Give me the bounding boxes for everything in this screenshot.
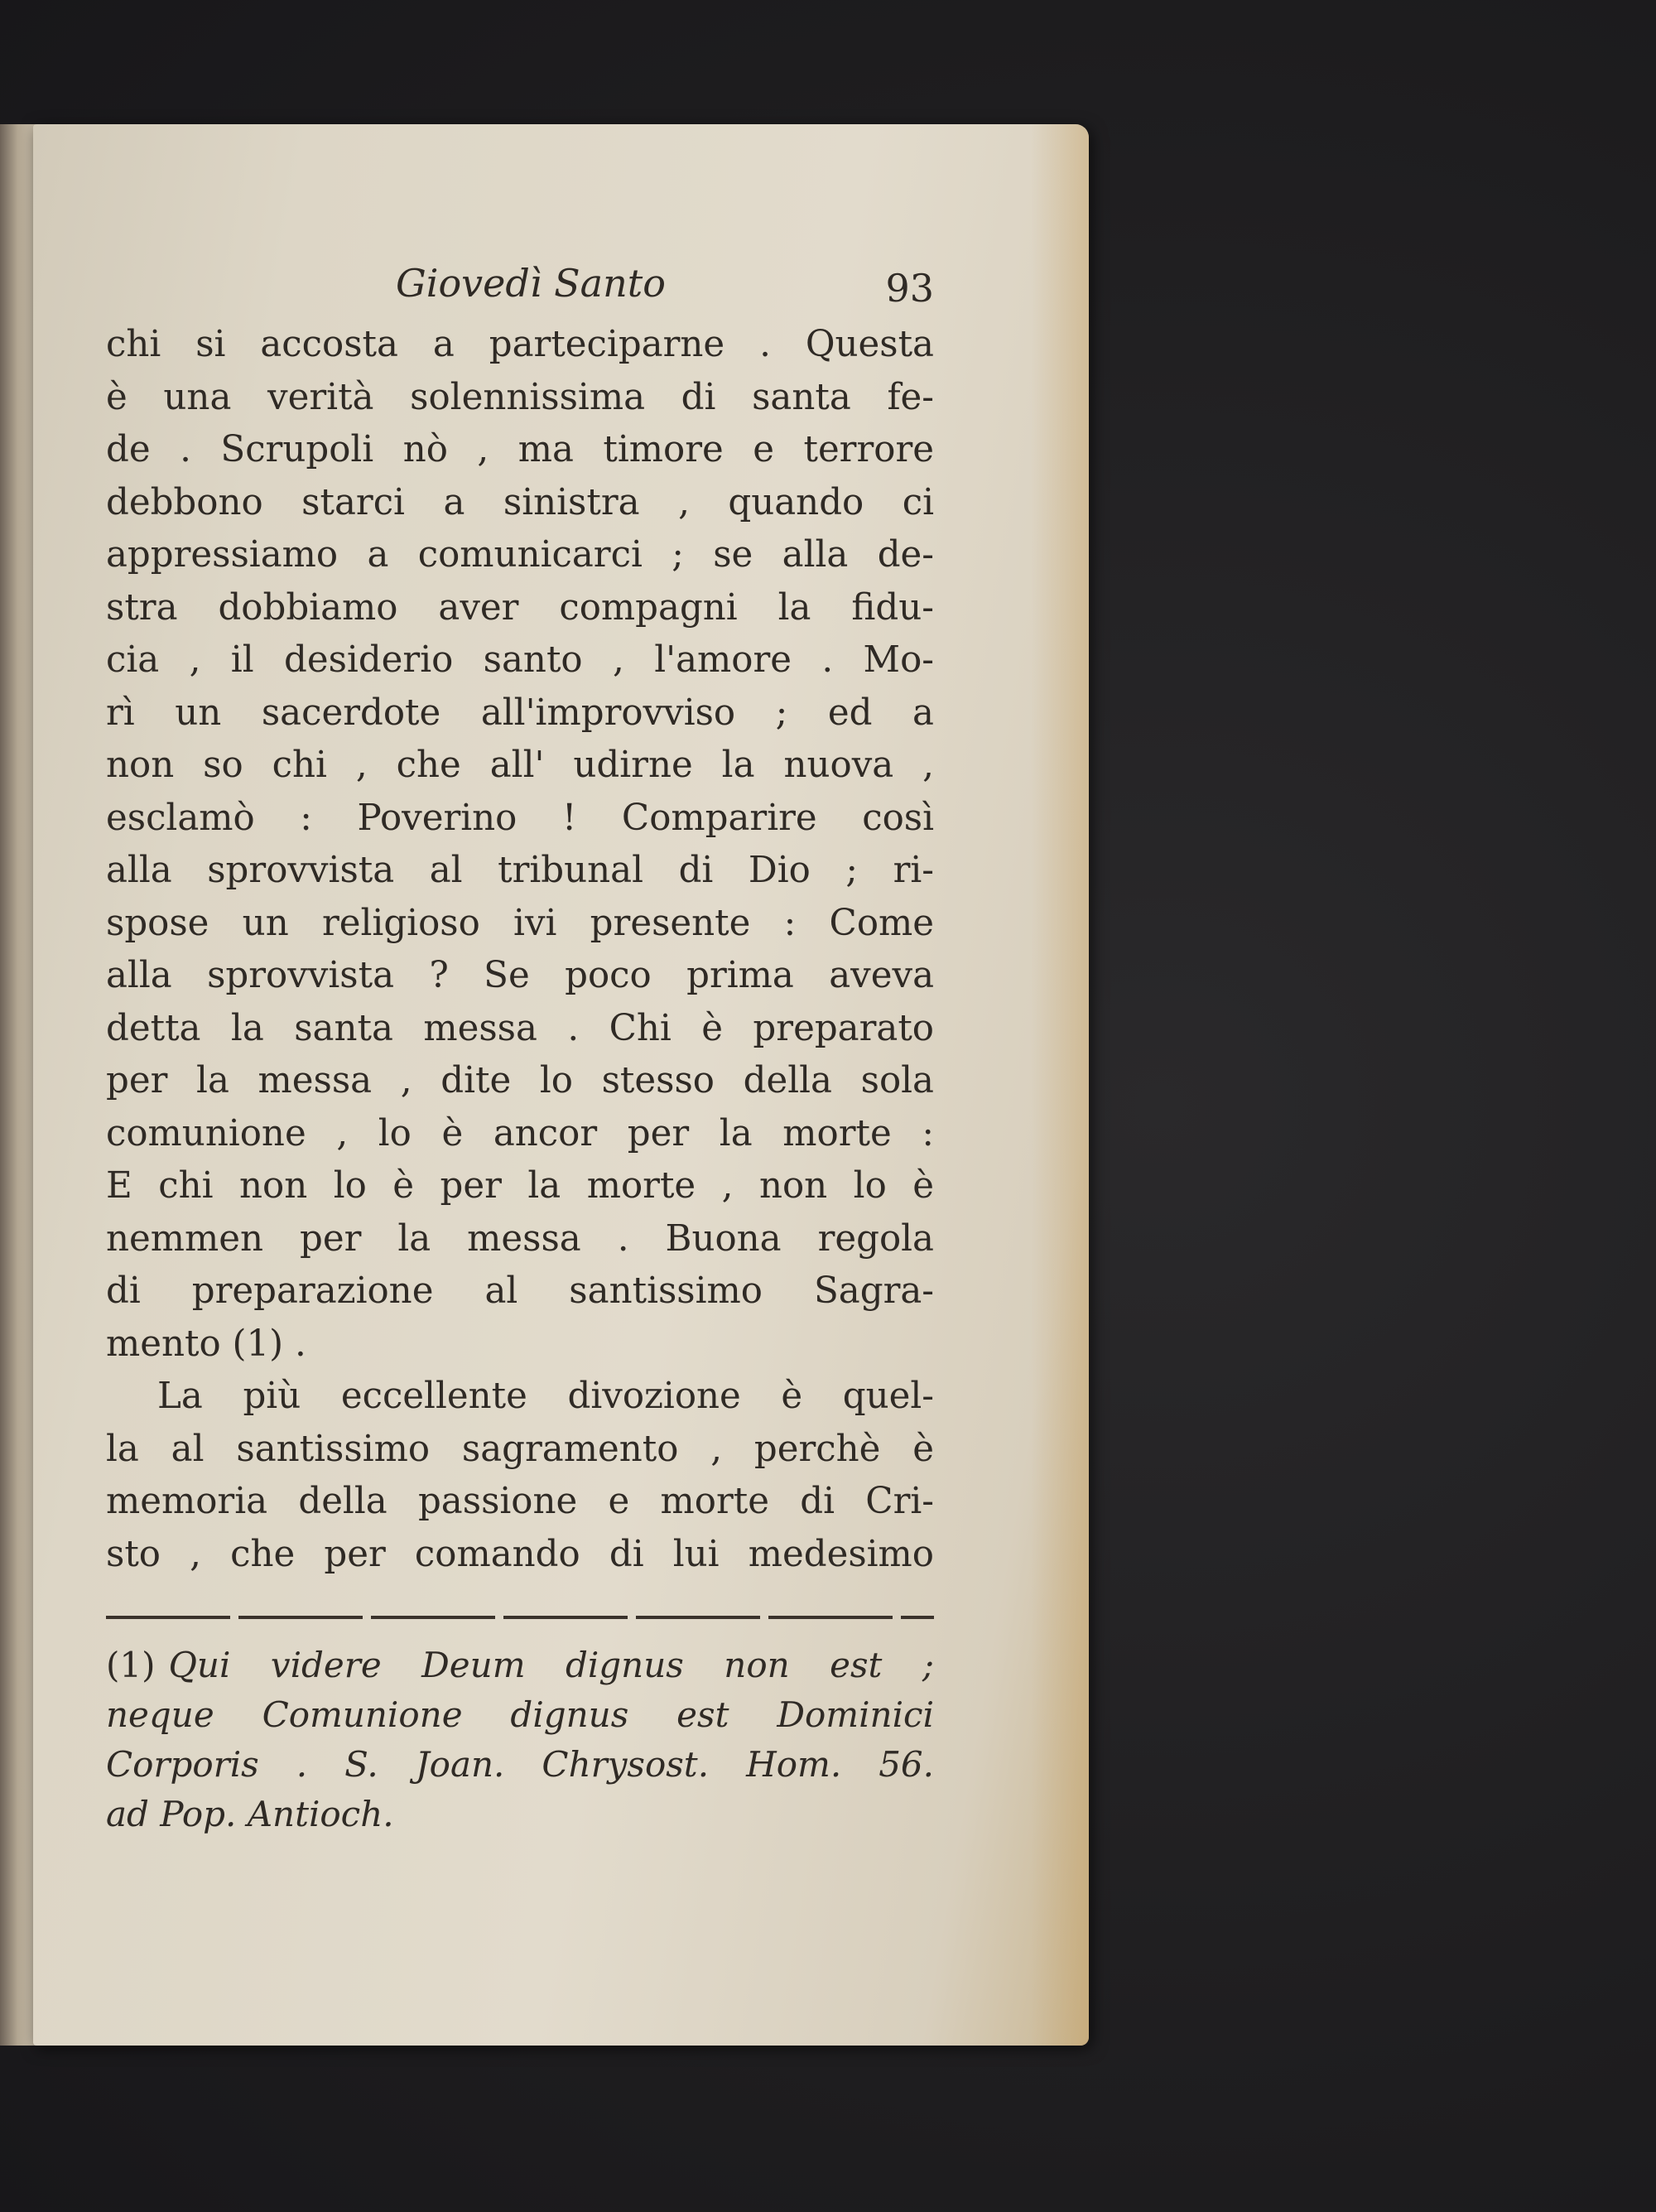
book-page	[33, 124, 1089, 2046]
body-line: La più eccellente divozione è quel-	[157, 1376, 934, 1417]
body-line: cia , il desiderio santo , l'amore . Mo-	[106, 639, 934, 681]
body-line: E chi non lo è per la morte , non lo è	[106, 1165, 934, 1207]
footnote	[106, 1641, 934, 1839]
running-title: Giovedì Santo	[396, 261, 666, 306]
body-line: alla sprovvista ? Se poco prima aveva	[106, 955, 934, 996]
body-line: spose un religioso ivi presente : Come	[106, 902, 934, 944]
body-text	[106, 319, 934, 1581]
footnote-line: neque Comunione dignus est Dominici	[106, 1694, 934, 1735]
page-number: 93	[885, 266, 934, 311]
body-line: di preparazione al santissimo Sagra-	[106, 1270, 934, 1312]
body-line: sto , che per comando di lui medesimo	[106, 1533, 934, 1575]
body-line: stra dobbiamo aver compagni la fidu-	[106, 586, 934, 629]
body-line: chi si accosta a parteciparne . Questa	[106, 324, 934, 365]
body-line: rì un sacerdote all'improvviso ; ed a	[106, 692, 934, 734]
body-line: debbono starci a sinistra , quando ci	[106, 481, 934, 523]
running-head	[106, 261, 934, 319]
body-line: appressiamo a comunicarci ; se alla de-	[106, 534, 934, 576]
footnote-line	[106, 1641, 934, 1690]
body-line: comunione , lo è ancor per la morte :	[106, 1112, 934, 1154]
body-line: mento (1) .	[106, 1323, 306, 1365]
body-line: de . Scrupoli nò , ma timore e terrore	[106, 429, 934, 470]
body-line: è una verità solennissima di santa fe-	[106, 376, 934, 418]
footnote-marker: (1)	[106, 1645, 156, 1685]
body-line: per la messa , dite lo stesso della sola	[106, 1060, 934, 1101]
footnote-text: Qui videre Deum dignus non est ;	[168, 1645, 934, 1685]
body-line: detta la santa messa . Chi è preparato	[106, 1007, 934, 1049]
footnote-line: ad Pop. Antioch.	[106, 1794, 394, 1834]
body-line: nemmen per la messa . Buona regola	[106, 1217, 934, 1260]
body-line: alla sprovvista al tribunal di Dio ; ri-	[106, 850, 934, 891]
body-line: memoria della passione e morte di Cri-	[106, 1481, 934, 1522]
footnote-line: Corporis . S. Joan. Chrysost. Hom. 56.	[106, 1744, 934, 1785]
footnote-rule	[106, 1616, 934, 1619]
body-line: la al santissimo sagramento , perchè è	[106, 1428, 934, 1470]
page-content	[106, 261, 934, 1839]
body-line: esclamò : Poverino ! Comparire così	[106, 797, 934, 839]
body-line: non so chi , che all' udirne la nuova ,	[106, 745, 934, 786]
